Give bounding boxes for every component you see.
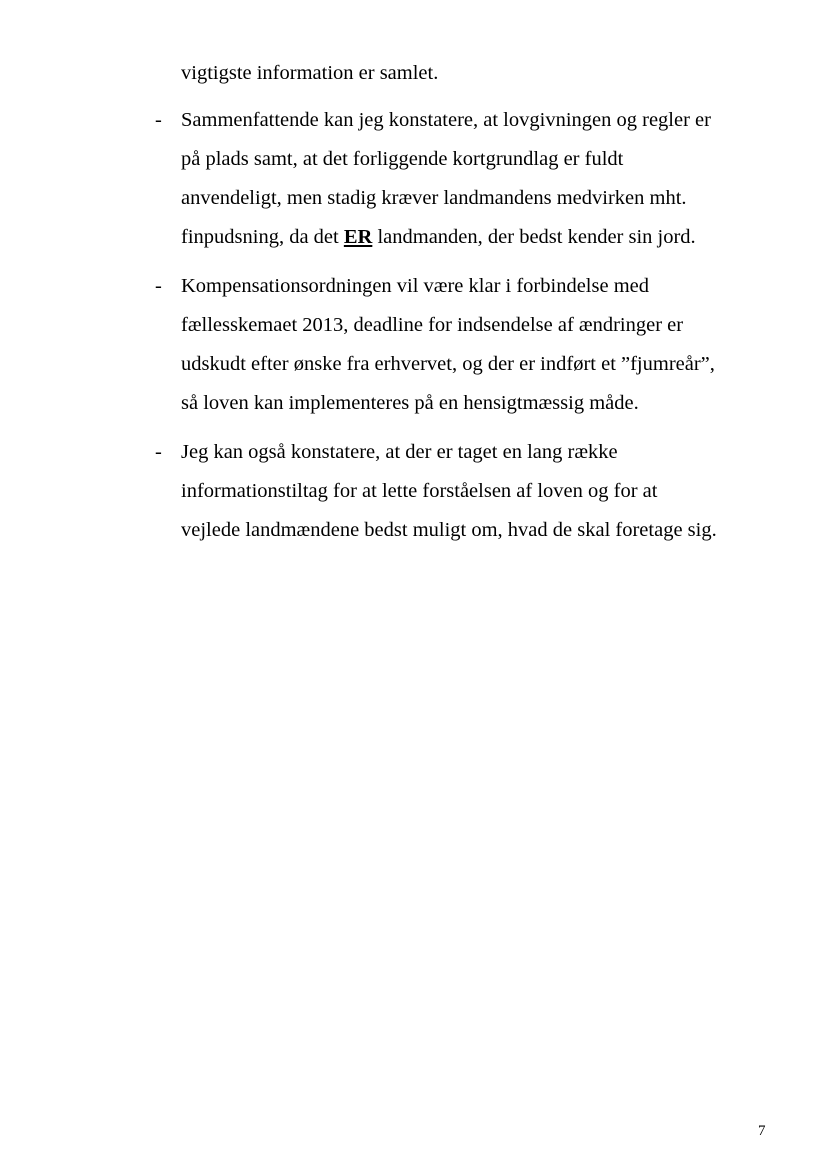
bullet-2-line-3: udskudt efter ønske fra erhvervet, og der er indført et ”fjumreår”,	[181, 353, 715, 375]
bullet-3-line-1: Jeg kan også konstatere, at der er taget en lang række	[181, 441, 618, 463]
bullet-1-line-4-before: finpudsning, da det	[181, 226, 344, 248]
bullet-dash-2: -	[155, 275, 162, 297]
bullet-1-line-4-after: landmanden, der bedst kender sin jord.	[372, 226, 696, 248]
bullet-1-line-4	[181, 225, 696, 249]
emphasis-er: ER	[343, 226, 373, 248]
bullet-3-line-2: informationstiltag for at lette forståelsen af loven og for at	[181, 480, 658, 502]
bullet-2-line-1: Kompensationsordningen vil være klar i forbindelse med	[181, 275, 649, 297]
bullet-3-line-3: vejlede landmændene bedst muligt om, hvad de skal foretage sig.	[181, 519, 717, 541]
page-number: 7	[758, 1123, 766, 1139]
bullet-1-line-2: på plads samt, at det forliggende kortgrundlag er fuldt	[181, 148, 624, 170]
bullet-2-line-4: så loven kan implementeres på en hensigtmæssig måde.	[181, 392, 639, 414]
bullet-dash-3: -	[155, 441, 162, 463]
bullet-1-line-1: Sammenfattende kan jeg konstatere, at lovgivningen og regler er	[181, 109, 711, 131]
continuation-line: vigtigste information er samlet.	[181, 62, 439, 84]
bullet-dash-1: -	[155, 109, 162, 131]
bullet-2-line-2: fællesskemaet 2013, deadline for indsendelse af ændringer er	[181, 314, 684, 336]
bullet-1-line-3: anvendeligt, men stadig kræver landmandens medvirken mht.	[181, 187, 687, 209]
